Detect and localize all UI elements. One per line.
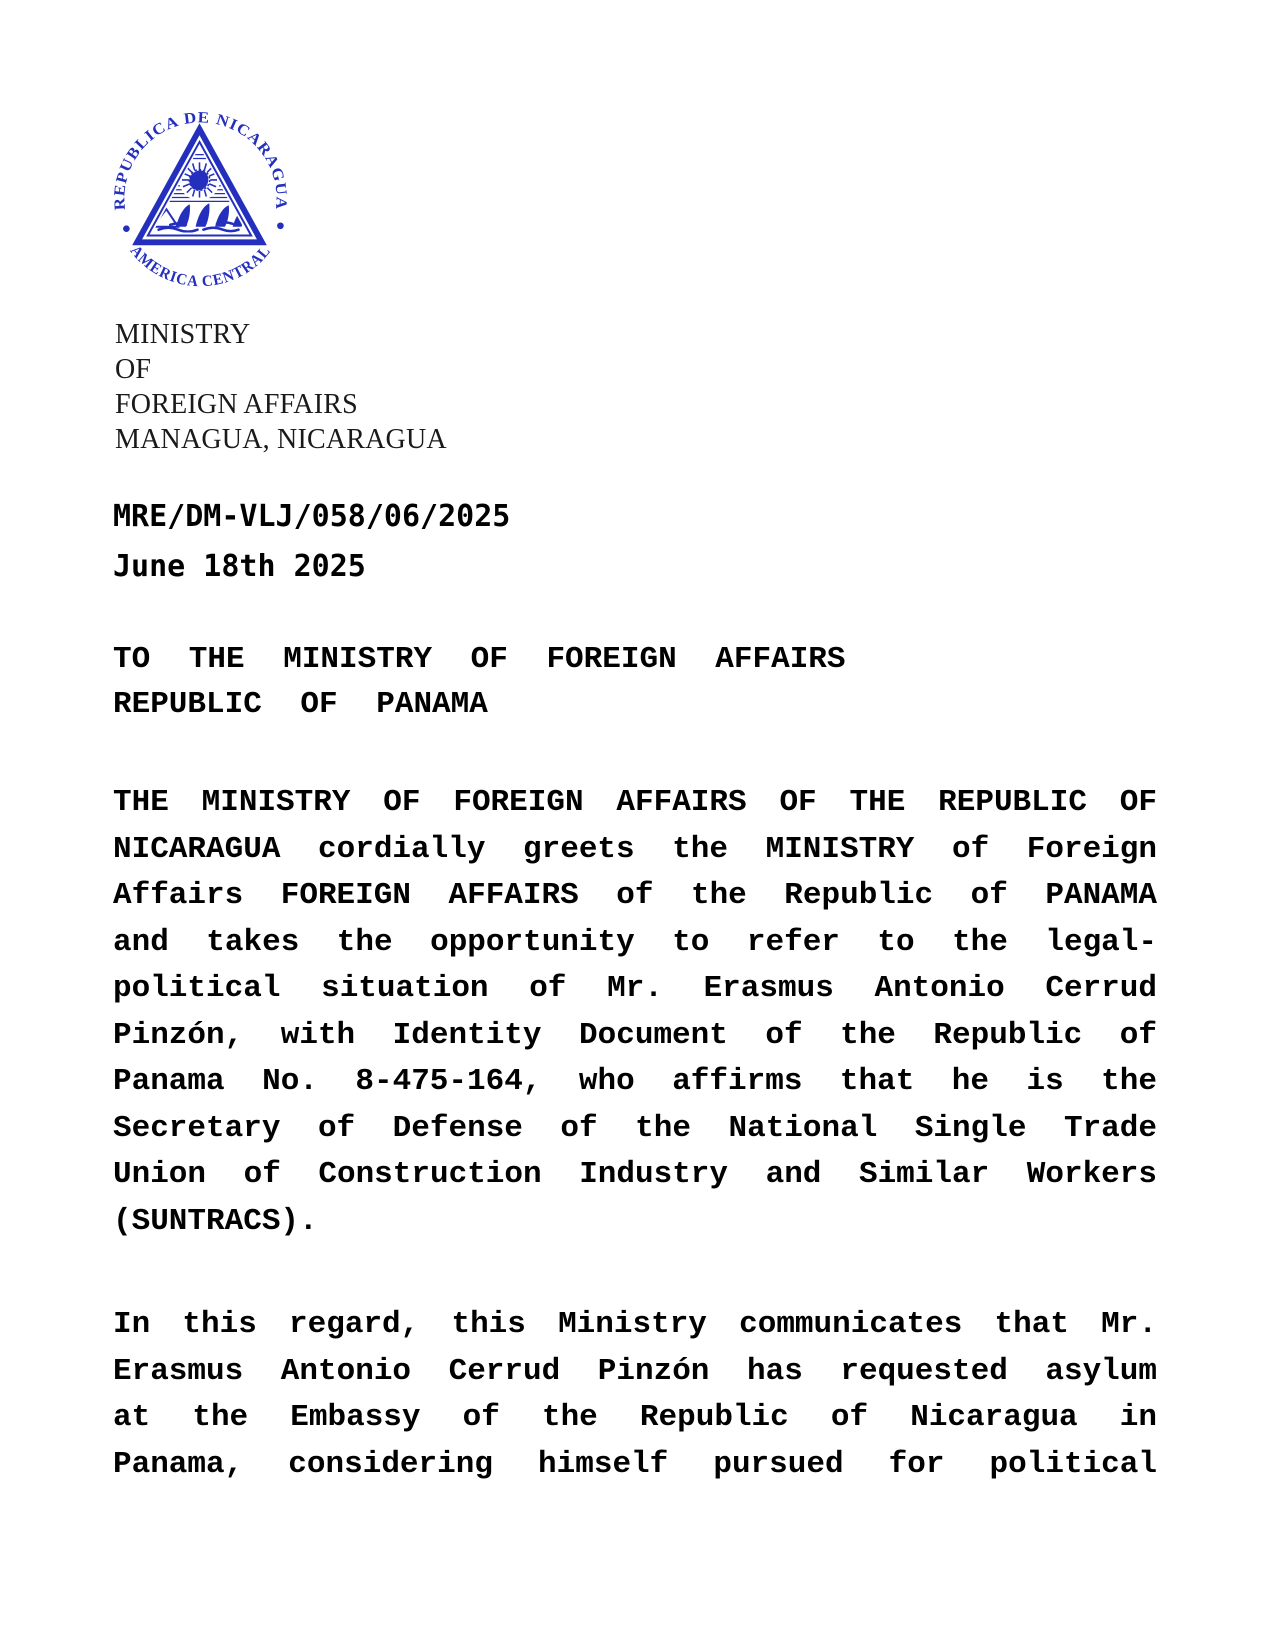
addressee-line: REPUBLIC OF PANAMA xyxy=(113,687,488,722)
letterhead-line: MINISTRY xyxy=(115,319,251,350)
body-line: political situation of Mr. Erasmus Antonio Cerrud xyxy=(113,971,1157,1006)
letterhead-line: OF xyxy=(115,354,152,385)
letterhead-line: FOREIGN AFFAIRS xyxy=(115,389,358,420)
seal-triangle-icon xyxy=(137,129,262,242)
body-line: Panama, considering himself pursued for political xyxy=(113,1446,1157,1482)
body-line: and takes the opportunity to refer to the legal- xyxy=(113,924,1157,960)
letterhead xyxy=(115,317,447,457)
body-paragraph xyxy=(113,780,1157,1245)
seal-right-dot xyxy=(277,222,284,229)
body-line: Erasmus Antonio Cerrud Pinzón has requested asylum xyxy=(113,1353,1157,1389)
body-line: NICARAGUA cordially greets the MINISTRY of Foreign xyxy=(113,831,1157,867)
nicaragua-seal xyxy=(102,100,297,295)
body-line: Affairs FOREIGN AFFAIRS of the Republic of PANAMA xyxy=(113,878,1157,913)
letter-body xyxy=(113,780,1157,1488)
body-line: Union of Construction Industry and Similar Workers xyxy=(113,1157,1157,1192)
seal-top-arc-text: REPUBLICA DE NICARAGUA xyxy=(111,109,290,211)
reference-block xyxy=(113,492,510,592)
body-paragraph xyxy=(113,1302,1157,1488)
body-line: In this regard, this Ministry communicates that Mr. xyxy=(113,1307,1157,1342)
addressee-block xyxy=(113,637,846,727)
body-line: THE MINISTRY OF FOREIGN AFFAIRS OF THE REPUBLIC OF xyxy=(113,785,1157,820)
body-line: at the Embassy of the Republic of Nicaragua in xyxy=(113,1400,1157,1435)
addressee-line: TO THE MINISTRY OF FOREIGN AFFAIRS xyxy=(113,642,846,677)
letterhead-line: MANAGUA, NICARAGUA xyxy=(115,424,447,455)
body-line: (SUNTRACS). xyxy=(113,1203,318,1239)
reference-number: MRE/DM-VLJ/058/06/2025 xyxy=(113,499,511,534)
body-line: Secretary of Defense of the National Single Trade xyxy=(113,1110,1157,1146)
body-line: Pinzón, with Identity Document of the Republic of xyxy=(113,1017,1157,1053)
seal-bottom-arc-text: AMERICA CENTRAL xyxy=(126,241,275,291)
letter-date: June 18th 2025 xyxy=(113,549,366,584)
seal-sun-icon xyxy=(179,159,220,200)
body-line: Panama No. 8-475-164, who affirms that he is the xyxy=(113,1064,1157,1099)
seal-left-dot xyxy=(123,225,130,232)
